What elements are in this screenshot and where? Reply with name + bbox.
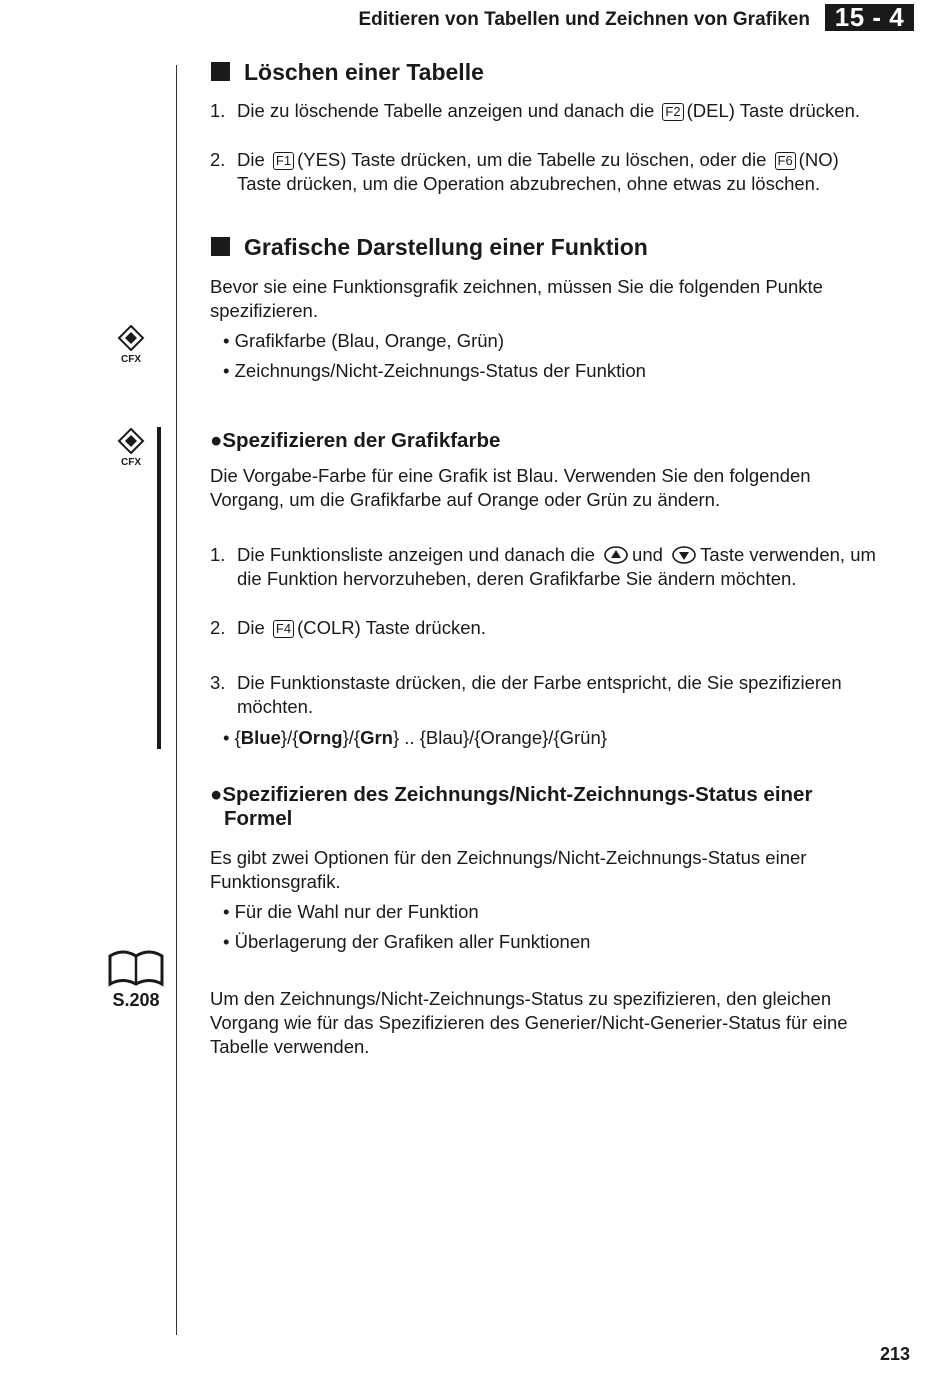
cfx-mark: CFX [111,428,151,468]
section-heading-graph-function: Grafische Darstellung einer Funktion [211,234,648,261]
f6-key-icon: F6 [775,152,796,170]
cursor-up-key-icon [604,546,628,564]
page-reference: S.208 [106,948,166,1011]
header-title: Editieren von Tabellen und Zeichnen von Grafiken [358,9,810,30]
f4-key-icon: F4 [273,620,294,638]
list-item: • Grafikfarbe (Blau, Orange, Grün) [223,330,505,351]
subsection-heading-draw-status: ●Spezifizieren des Zeichnungs/Nicht-Zeichnungs-Status einer Formel [210,783,813,830]
cursor-down-key-icon [672,546,696,564]
graph-intro: Bevor sie eine Funktionsgrafik zeichnen, müssen Sie die folgenden Punkte spezifizieren. • Grafikfarbe (Blau, Orange, Grün) • Zeichnungs/Nicht-Zeichnungs-Status der Funktion [210,276,823,381]
color-intro: Die Vorgabe-Farbe für eine Grafik ist Blau. Verwenden Sie den folgenden Vorgang, um die Grafikfarbe auf Orange oder Grün zu ändern. [210,465,811,510]
page-number: 213 [880,1344,911,1364]
cfx-mark: CFX [111,325,151,365]
section-heading-delete-table: Löschen einer Tabelle [211,59,484,86]
delete-step-1: 1. Die zu löschende Tabelle anzeigen und danach die F2 (DEL) Taste drücken. [210,100,861,121]
draw-status-intro: Es gibt zwei Optionen für den Zeichnungs/Nicht-Zeichnungs-Status einer Funktionsgrafik. • Für die Wahl nur der Funktion • Überlagerung der Grafiken aller Funktionen [210,847,807,952]
cfx-diamond-icon [116,325,146,351]
square-bullet-icon [211,62,230,81]
margin-rule [176,65,177,1335]
delete-step-2: 2. Die F1 (YES) Taste drücken, um die Tabelle zu löschen, oder die F6 (NO) Taste drücken, um die Operation abzubrechen, ohne etwas zu löschen. [210,149,839,194]
square-bullet-icon [211,237,230,256]
color-options: • {Blue}/{Orng}/{Grn} .. {Blau}/{Orange}/{Grün} [223,727,607,748]
color-step-3: 3. Die Funktionstaste drücken, die der Farbe entspricht, die Sie spezifizieren möchten. • {Blue}/{Orng}/{Grn} .. {Blau}/{Orange}/{Grün} [210,672,842,748]
cfx-section-bar [157,427,161,749]
cfx-diamond-icon [116,428,146,454]
chapter-badge: 15 - 4 [825,4,914,31]
list-item: • Für die Wahl nur der Funktion [223,901,479,922]
color-step-2: 2. Die F4 (COLR) Taste drücken. [210,617,486,638]
draw-status-paragraph: Um den Zeichnungs/Nicht-Zeichnungs-Status zu spezifizieren, den gleichen Vorgang wie für das Spezifizieren des Generier/Nicht-Generier-Status für eine Tabelle verwenden. [210,988,848,1057]
list-item: • Überlagerung der Grafiken aller Funktionen [223,931,591,952]
book-icon [107,948,165,988]
f1-key-icon: F1 [273,152,294,170]
f2-key-icon: F2 [662,103,683,121]
subsection-heading-graph-color: ●Spezifizieren der Grafikfarbe [210,429,501,452]
list-item: • Zeichnungs/Nicht-Zeichnungs-Status der Funktion [223,360,646,381]
color-step-1: 1. Die Funktionsliste anzeigen und danach die und Taste verwenden, um die Funktion hervorzuheben, deren Grafikfarbe Sie ändern möchten. [210,544,876,589]
